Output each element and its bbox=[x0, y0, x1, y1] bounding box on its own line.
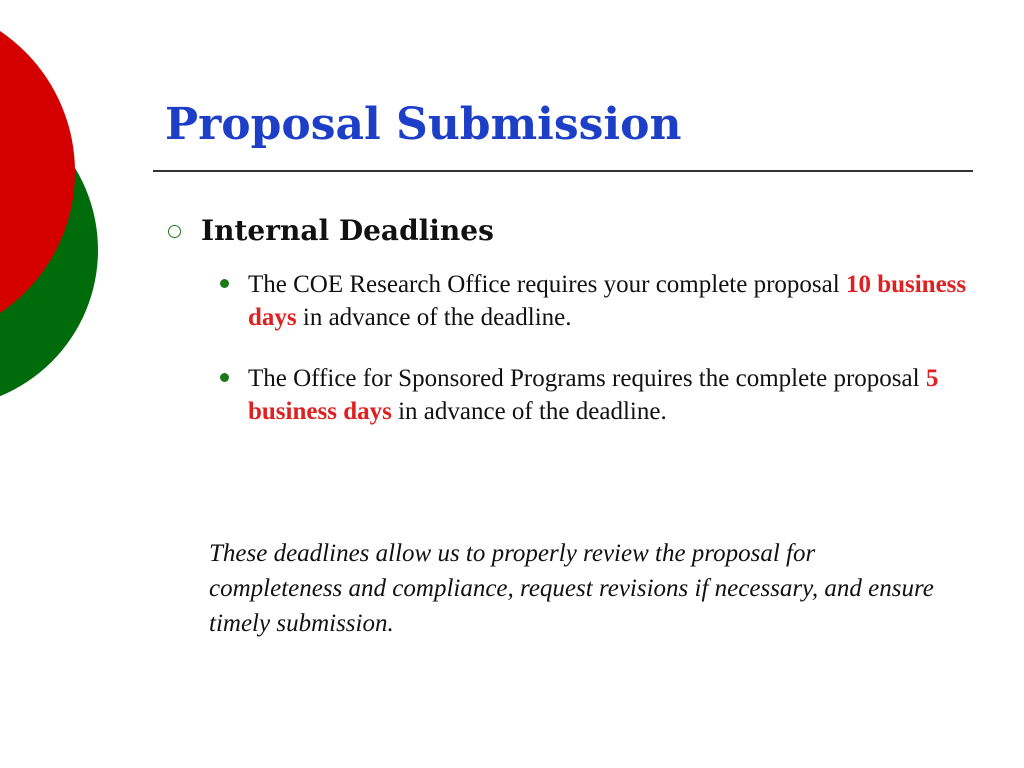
title-divider bbox=[153, 170, 973, 172]
bullet-text-end: in advance of the deadline. bbox=[391, 398, 667, 425]
section-heading: Internal Deadlines bbox=[201, 214, 494, 247]
bullet-text: The Office for Sponsored Programs requires the complete proposal bbox=[248, 365, 926, 392]
bullet-highlight: 10 business days bbox=[248, 271, 967, 331]
bullet-dot-icon bbox=[220, 373, 229, 382]
hollow-circle-bullet-icon bbox=[168, 225, 181, 238]
bullet-highlight: 5 business days bbox=[248, 365, 939, 425]
bullet-text-end: in advance of the deadline. bbox=[296, 304, 572, 331]
section-item bbox=[168, 211, 494, 251]
bullet-item bbox=[248, 268, 978, 334]
italic-note: These deadlines allow us to properly review the proposal for completeness and compliance, request revisions if necessary, and ensure timely submission. bbox=[209, 540, 934, 637]
slide-title: Proposal Submission bbox=[165, 99, 682, 150]
bullet-dot-icon bbox=[220, 279, 229, 288]
bullet-item bbox=[248, 362, 978, 428]
decorative-circles bbox=[0, 0, 120, 420]
bullet-text: The COE Research Office requires your complete proposal bbox=[248, 271, 846, 298]
